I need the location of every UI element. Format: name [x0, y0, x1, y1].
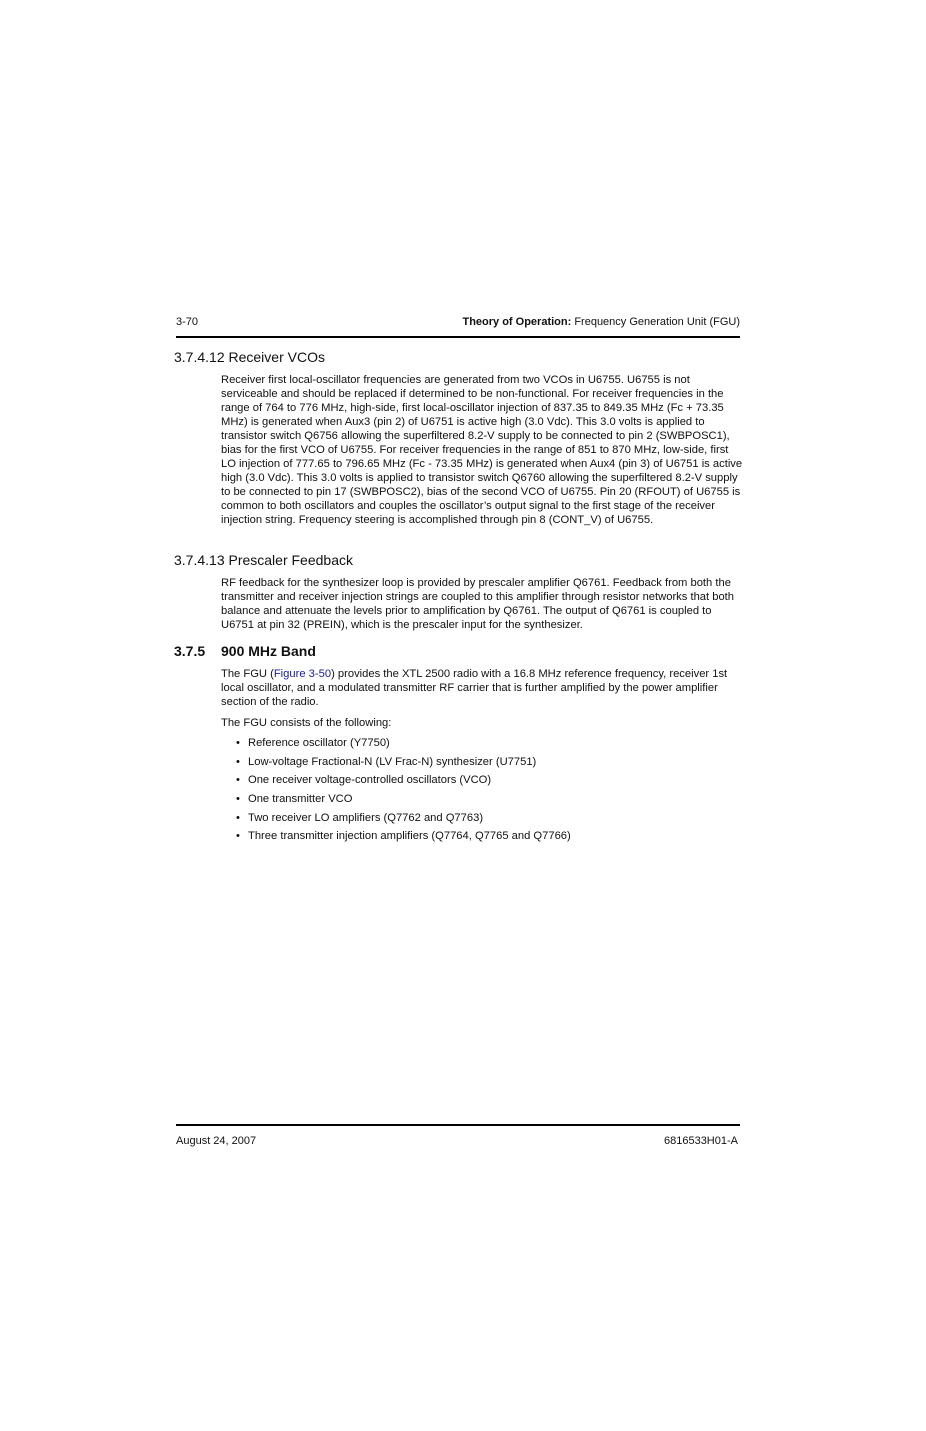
list-item-text: One transmitter VCO [248, 793, 353, 806]
page-number: 3-70 [176, 316, 199, 328]
bullet-icon: • [236, 830, 240, 843]
list-item-text: Three transmitter injection amplifiers (Q7764, Q7765 and Q7766) [248, 830, 571, 843]
fgu-intro-text-end: ) provides the XTL 2500 radio with a 16.8 MHz reference frequency, receiver 1st local oscillator, and a modulated transmitter RF carrier that is further amplified by the power amplifier section of the radio. [221, 668, 728, 708]
section-number: 3.7.5 [174, 643, 206, 659]
bullet-icon: • [236, 774, 240, 787]
list-item-text: Two receiver LO amplifiers (Q7762 and Q7763) [248, 811, 484, 824]
fgu-intro-text-start: The FGU ( [221, 668, 274, 680]
footer-doc-number: 6816533H01-A [663, 1135, 738, 1147]
list-item [236, 755, 571, 774]
fgu-consists-paragraph: The FGU consists of the following: [221, 717, 392, 729]
page-header [176, 316, 740, 338]
fgu-intro-paragraph [221, 667, 743, 709]
section-heading-prescaler-feedback: 3.7.4.13 Prescaler Feedback [174, 552, 353, 568]
list-item [236, 736, 571, 755]
running-title-bold: Theory of Operation: [462, 316, 572, 328]
list-item [236, 811, 571, 830]
list-item [236, 773, 571, 792]
footer-date: August 24, 2007 [176, 1135, 257, 1147]
figure-link[interactable]: Figure 3-50 [273, 668, 332, 680]
section-heading-900mhz-band [174, 643, 316, 659]
bullet-icon: • [236, 755, 240, 768]
list-item-text: Low-voltage Fractional-N (LV Frac-N) synthesizer (U7751) [248, 755, 537, 768]
section-title: 900 MHz Band [221, 643, 316, 659]
receiver-vcos-paragraph: Receiver first local-oscillator frequencies are generated from two VCOs in U6755. U6755 is not serviceable and should be replaced if determined to be non-functional. For receiver frequencies in the range of 764 to 776 MHz, high-side, first local-oscillator injection of 837.35 to 849.35 MHz (Fc + 73.35 MHz) is generated when Aux3 (pin 2) of U6751 is active high (3.0 Vdc). This 3.0 volts is applied to transistor switch Q6756 allowing the superfiltered 8.2-V supply to be connected to pin 2 (SWBPOSC1), bias for the first VCO of U6755. For receiver frequencies in the range of 851 to 870 MHz, low-side, first LO injection of 777.65 to 796.65 MHz (Fc - 73.35 MHz) is generated when Aux4 (pin 3) of U6751 is active high (3.0 Vdc). This 3.0 volts is applied to transistor switch Q6760 allowing the superfiltered 8.2-V supply to be connected to pin 17 (SWBPOSC2), bias of the second VCO of U6755. Pin 20 (RFOUT) of U6755 is common to both oscillators and couples the oscillator’s output signal to the first stage of the receiver injection string. Frequency steering is accomplished through pin 8 (CONT_V) of U6755. [221, 374, 743, 526]
prescaler-feedback-paragraph: RF feedback for the synthesizer loop is provided by prescaler amplifier Q6761. Feedback from both the transmitter and receiver injection strings are coupled to this amplifier through resistor networks that both balance and attenuate the levels prior to amplification by Q6761. The output of Q6761 is coupled to U6751 at pin 32 (PREIN), which is the prescaler input for the synthesizer. [221, 577, 735, 631]
bullet-icon: • [236, 811, 240, 824]
running-title-rest: Frequency Generation Unit (FGU) [571, 316, 740, 328]
section-heading-receiver-vcos: 3.7.4.12 Receiver VCOs [174, 349, 325, 365]
page-footer [176, 1124, 740, 1148]
list-item-text: Reference oscillator (Y7750) [248, 737, 390, 749]
list-item [236, 792, 571, 811]
bullet-icon: • [236, 793, 240, 806]
list-item [236, 829, 571, 848]
running-title [462, 316, 740, 328]
list-item-text: One receiver voltage-controlled oscillators (VCO) [248, 774, 492, 787]
fgu-components-list [236, 736, 571, 848]
bullet-icon: • [236, 737, 240, 749]
